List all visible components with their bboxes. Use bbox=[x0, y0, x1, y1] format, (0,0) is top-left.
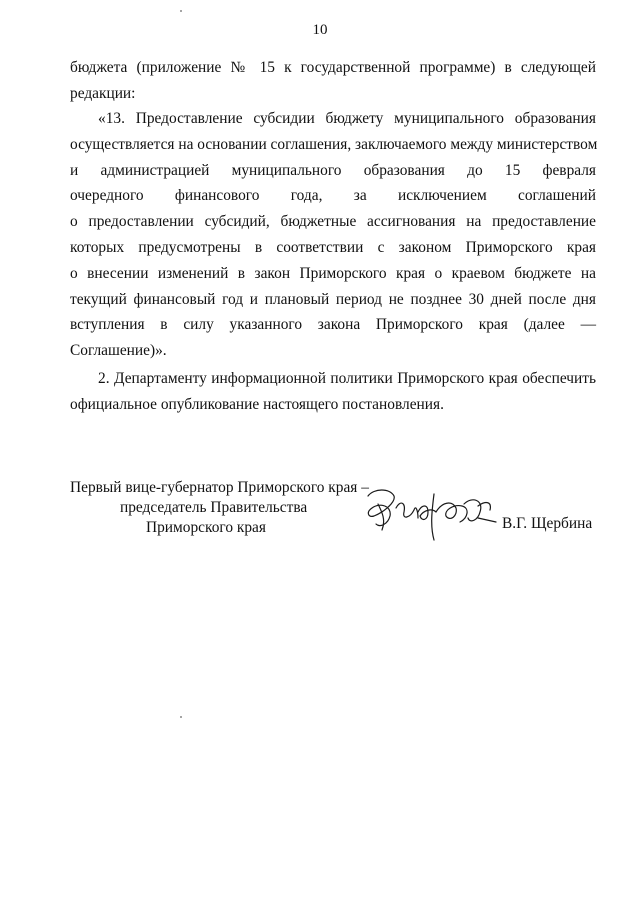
text-line: редакции: bbox=[70, 84, 136, 102]
paragraph-clause-2 bbox=[70, 366, 596, 418]
text-line: которых предусмотрены в соответствии с законом Приморского края bbox=[70, 238, 596, 256]
signatory-title-line-2: председатель Правительства bbox=[120, 499, 308, 516]
page-number: 10 bbox=[312, 22, 328, 38]
scan-speck bbox=[180, 10, 182, 12]
paragraph-continuation bbox=[70, 55, 596, 107]
text-line: и администрацией муниципального образования до 15 февраля bbox=[70, 161, 596, 179]
text-line: официальное опубликование настоящего постановления. bbox=[70, 395, 444, 413]
text-line: осуществляется на основании соглашения, заключаемого между министерством bbox=[70, 135, 598, 153]
text-line: о предоставлении субсидий, бюджетные ассигнования на предоставление bbox=[70, 213, 596, 231]
text-line: текущий финансовый год и плановый период не позднее 30 дней после дня bbox=[70, 290, 596, 308]
signatory-title-line-3: Приморского края bbox=[146, 519, 266, 536]
scan-speck bbox=[180, 716, 182, 718]
text-line: Соглашение)». bbox=[70, 342, 167, 360]
text-line: бюджета (приложение № 15 к государственной программе) в следующей bbox=[70, 59, 596, 76]
signatory-title-line-1: Первый вице-губернатор Приморского края – bbox=[70, 479, 369, 496]
text-line: вступления в силу указанного закона Приморского края (далее — bbox=[70, 316, 596, 334]
handwritten-signature bbox=[360, 482, 510, 546]
signatory-name: В.Г. Щербина bbox=[502, 515, 593, 532]
paragraph-clause-13 bbox=[70, 106, 596, 364]
text-line: о внесении изменений в закон Приморского края о краевом бюджете на bbox=[70, 264, 596, 282]
text-line: «13. Предоставление субсидии бюджету муниципального образования bbox=[98, 110, 596, 127]
text-line: 2. Департаменту информационной политики Приморского края обеспечить bbox=[98, 370, 596, 387]
text-line: очередного финансового года, за исключением соглашений bbox=[70, 187, 596, 205]
